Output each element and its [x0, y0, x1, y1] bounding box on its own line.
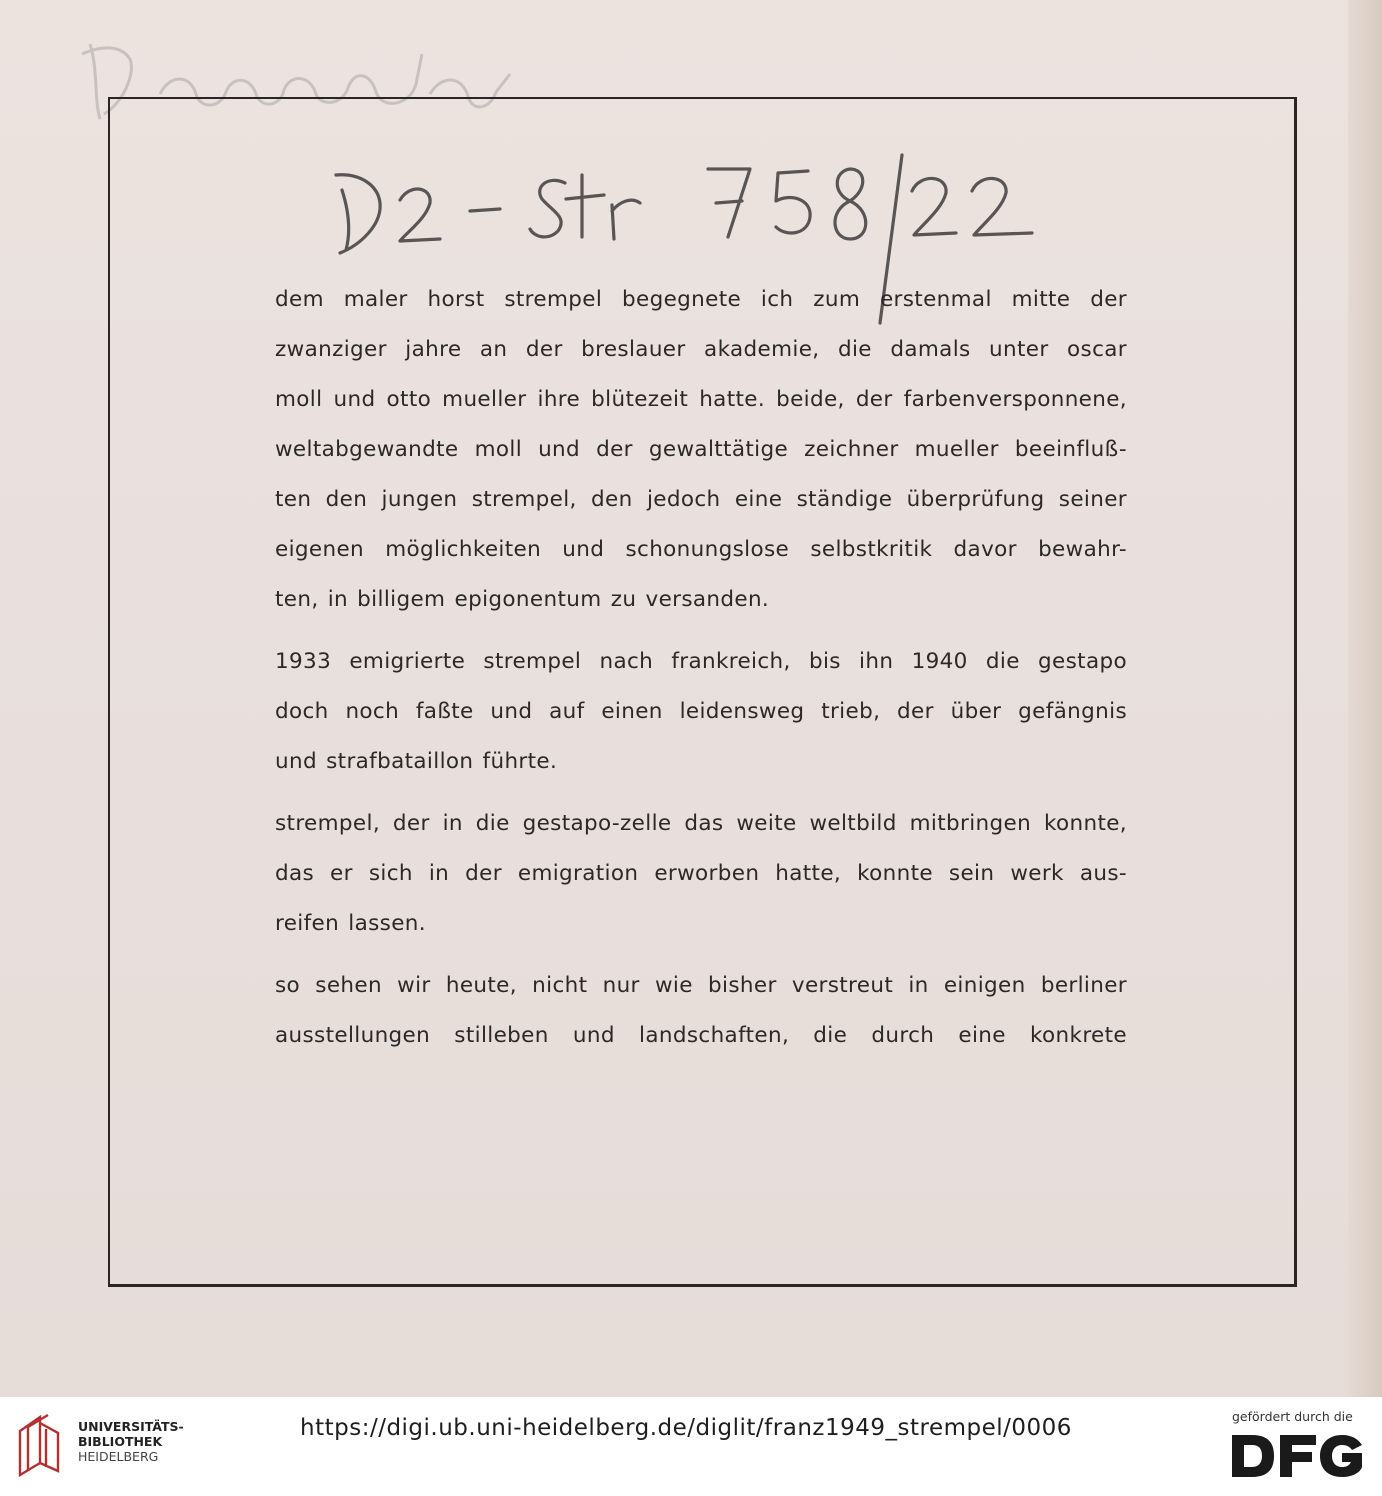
paragraph-4 [275, 961, 1127, 1061]
text-line: das er sich in der emigration erworben hatte, konnte sein werk aus- [275, 861, 1127, 886]
text-line: ten, in billigem epigonentum zu versanden. [275, 587, 770, 612]
text-line: moll und otto mueller ihre blütezeit hatte. beide, der farbenversponnene, [275, 387, 1127, 412]
essay-text [275, 275, 1127, 1073]
stacked-books-logo-icon [14, 1411, 68, 1477]
text-line: eigenen möglichkeiten und schonungslose selbstkritik davor bewahr- [275, 537, 1127, 562]
text-line: weltabgewandte moll und der gewalttätige zeichner mueller beeinfluß- [275, 437, 1127, 462]
text-line: zwanziger jahre an der breslauer akademie, die damals unter oscar [275, 337, 1127, 362]
library-name [78, 1419, 184, 1464]
dfg-logo-icon [1230, 1431, 1364, 1481]
paragraph-3 [275, 799, 1127, 949]
viewer-footer [0, 1397, 1382, 1496]
paragraph-2 [275, 637, 1127, 787]
text-line: ausstellungen stilleben und landschaften, die durch eine konkrete [275, 1023, 1127, 1048]
text-line: doch noch faßte und auf einen leidensweg trieb, der über gefängnis [275, 699, 1127, 724]
sponsor-caption: gefördert durch die [1232, 1409, 1353, 1424]
text-line: reifen lassen. [275, 911, 426, 936]
text-line: ten den jungen strempel, den jedoch eine ständige überprüfung seiner [275, 487, 1127, 512]
library-name-line1: UNIVERSITÄTS- [78, 1419, 184, 1434]
text-line: und strafbataillon führte. [275, 749, 558, 774]
paragraph-1 [275, 275, 1127, 625]
library-name-line2: BIBLIOTHEK [78, 1434, 163, 1449]
permalink-url[interactable]: https://digi.ub.uni-heidelberg.de/diglit/franz1949_strempel/0006 [300, 1415, 1072, 1441]
text-line: dem maler horst strempel begegnete ich zum erstenmal mitte der [275, 287, 1127, 312]
library-name-line3: HEIDELBERG [78, 1449, 159, 1464]
page-edge-shadow [1348, 0, 1382, 1397]
text-line: strempel, der in die gestapo-zelle das weite weltbild mitbringen konnte, [275, 811, 1127, 836]
text-line: so sehen wir heute, nicht nur wie bisher verstreut in einigen berliner [275, 973, 1127, 998]
text-line: 1933 emigrierte strempel nach frankreich, bis ihn 1940 die gestapo [275, 649, 1127, 674]
